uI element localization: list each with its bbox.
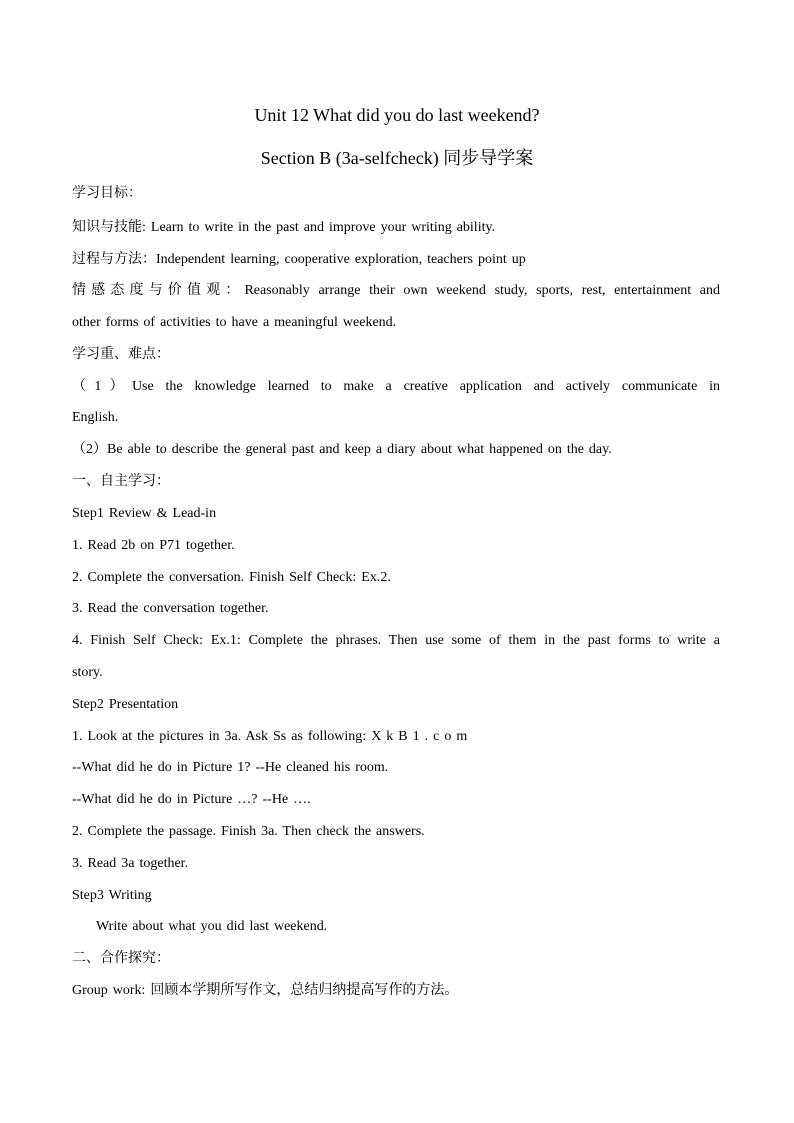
section-heading-cooperation: 二、合作探究： [72, 951, 170, 966]
text-line: Group work: 回顾本学期所写作文，总结归纳提高写作的方法。 [72, 983, 459, 998]
text-line: other forms of activities to have a meaningful weekend. [72, 315, 397, 330]
step-heading: Step1 Review & Lead-in [72, 506, 217, 521]
list-item: 2. Complete the passage. Finish 3a. Then check the answers. [72, 824, 425, 839]
text-line: （2）Be able to describe the general past and keep a diary about what happened on the day. [72, 442, 612, 457]
section-heading-key-points: 学习重、难点： [72, 347, 170, 362]
list-item: 4. Finish Self Check: Ex.1: Complete the phrases. Then use some of them in the past forms to write a [72, 633, 720, 648]
dialogue-line: --What did he do in Picture …? --He …. [72, 792, 311, 807]
step-heading: Step2 Presentation [72, 697, 179, 712]
section-heading-objectives: 学习目标： [72, 186, 142, 201]
text-line: Write about what you did last weekend. [96, 919, 328, 934]
text-line: story. [72, 665, 103, 680]
text-line: （1）Use the knowledge learned to make a creative application and actively communicate in [72, 379, 720, 394]
document-title: Unit 12 What did you do last weekend? [254, 105, 540, 125]
text-line: 知识与技能: Learn to write in the past and improve your writing ability. [72, 220, 496, 235]
list-item: 1. Read 2b on P71 together. [72, 538, 235, 553]
list-item: 2. Complete the conversation. Finish Self Check: Ex.2. [72, 570, 391, 585]
list-item: 3. Read the conversation together. [72, 601, 269, 616]
list-item: 1. Look at the pictures in 3a. Ask Ss as following: X k B 1 . c o m [72, 729, 468, 744]
list-item: 3. Read 3a together. [72, 856, 189, 871]
section-heading-self-study: 一、自主学习： [72, 474, 170, 489]
text-line: 情感态度与价值观：Reasonably arrange their own weekend study, sports, rest, entertainment and [72, 283, 720, 298]
text-line: 过程与方法：Independent learning, cooperative exploration, teachers point up [72, 252, 526, 267]
step-heading: Step3 Writing [72, 888, 152, 903]
text-line: English. [72, 410, 119, 425]
dialogue-line: --What did he do in Picture 1? --He cleaned his room. [72, 760, 389, 775]
document-subtitle: Section B (3a-selfcheck) 同步导学案 [260, 148, 534, 168]
